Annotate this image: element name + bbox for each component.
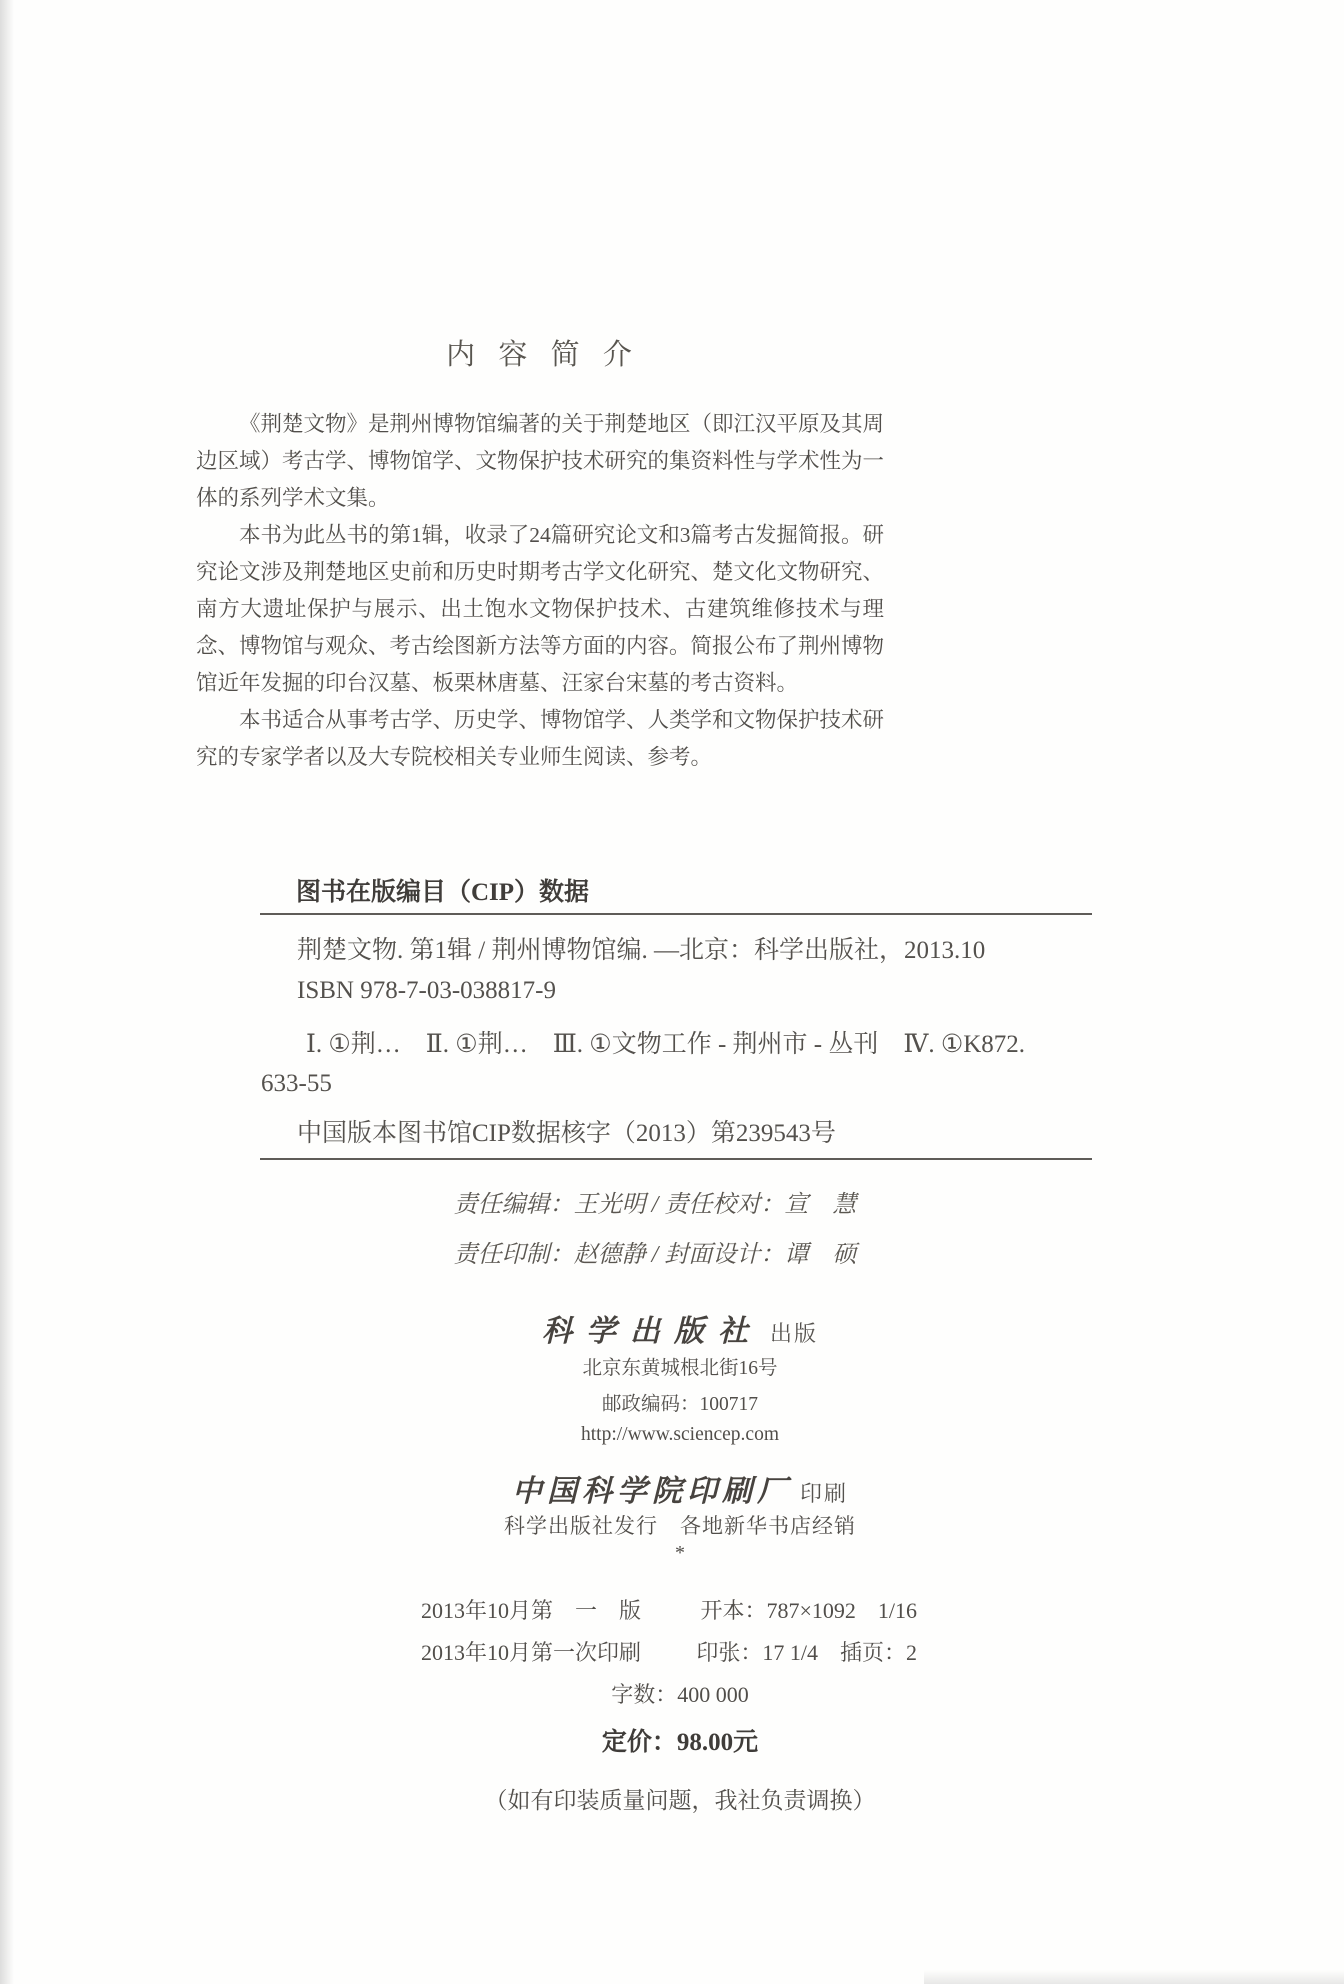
printer-logotype: 中国科学院印刷厂 — [511, 1475, 792, 1508]
publisher-line — [0, 1306, 1344, 1350]
divider-bottom — [260, 1158, 1092, 1160]
intro-text — [196, 406, 884, 776]
cip-classification-continuation: 633-55 — [261, 1070, 332, 1097]
distribution-line: 科学出版社发行 各地新华书店经销 — [504, 1514, 856, 1538]
publisher-logotype: 科学出版社 — [541, 1315, 762, 1348]
edition-row — [421, 1594, 917, 1625]
credits-block — [160, 1180, 1150, 1280]
intro-paragraph-3: 本书适合从事考古学、历史学、博物馆学、人类学和文物保护技术研究的专家学者以及大专院校相关专业师生阅读、参考。 — [196, 708, 885, 769]
cip-isbn: ISBN 978-7-03-038817-9 — [297, 977, 557, 1004]
publisher-url: http://www.sciencep.com — [580, 1424, 780, 1445]
intro-paragraph-1: 《荆楚文物》是荆州博物馆编著的关于荆楚地区（即江汉平原及其周边区域）考古学、博物馆学、文物保护技术研究的集资料性与学术性为一体的系列学术文集。 — [196, 412, 885, 510]
printer-line — [0, 1466, 1344, 1510]
cip-heading: 图书在版编目（CIP）数据 — [296, 879, 590, 906]
intro-paragraph-2: 本书为此丛书的第1辑，收录了24篇研究论文和3篇考古发掘简报。研究论文涉及荆楚地区史前和历史时期考古学文化研究、楚文化文物研究、南方大遗址保护与展示、出土饱水文物保护技术、古建筑维修技术与理念、博物馆与观众、考古绘图新方法等方面的内容。简报公布了荆州博物馆近年发掘的印台汉墓、板栗林唐墓、汪家台宋墓的考古资料。 — [196, 523, 885, 695]
word-count: 字数：400 000 — [611, 1682, 749, 1707]
credits-editors: 责任编辑：王光明 / 责任校对：宣 慧 — [453, 1192, 857, 1218]
impression-date: 2013年10月第一次印刷 — [421, 1640, 642, 1665]
credits-print-design: 责任印制：赵德静 / 封面设计：谭 硕 — [453, 1242, 857, 1268]
cip-record-number: 中国版本图书馆CIP数据核字（2013）第239543号 — [297, 1120, 836, 1147]
cip-classification-line: Ⅰ. ①荆… Ⅱ. ①荆… Ⅲ. ①文物工作 - 荆州市 - 丛刊 Ⅳ. ①K872. — [306, 1031, 1026, 1058]
publisher-postcode: 邮政编码：100717 — [601, 1394, 758, 1415]
section-title: 内 容 简 介 — [446, 339, 634, 371]
sheets-inserts: 印张：17 1/4 插页：2 — [696, 1640, 917, 1665]
printer-suffix: 印刷 — [799, 1481, 848, 1506]
quality-note: （如有印装质量问题，我社负责调换） — [484, 1788, 876, 1813]
publisher-suffix: 出版 — [769, 1321, 818, 1346]
divider-top — [260, 913, 1092, 915]
publisher-address: 北京东黄城根北街16号 — [582, 1358, 778, 1379]
cip-title-line: 荆楚文物. 第1辑 / 荆州博物馆编. —北京：科学出版社，2013.10 — [297, 937, 986, 964]
impression-row — [421, 1636, 917, 1667]
edition-date: 2013年10月第 一 版 — [421, 1598, 642, 1623]
separator-asterisk: * — [675, 1542, 685, 1564]
price: 定价：98.00元 — [601, 1729, 759, 1756]
format-spec: 开本：787×1092 1/16 — [700, 1598, 917, 1623]
